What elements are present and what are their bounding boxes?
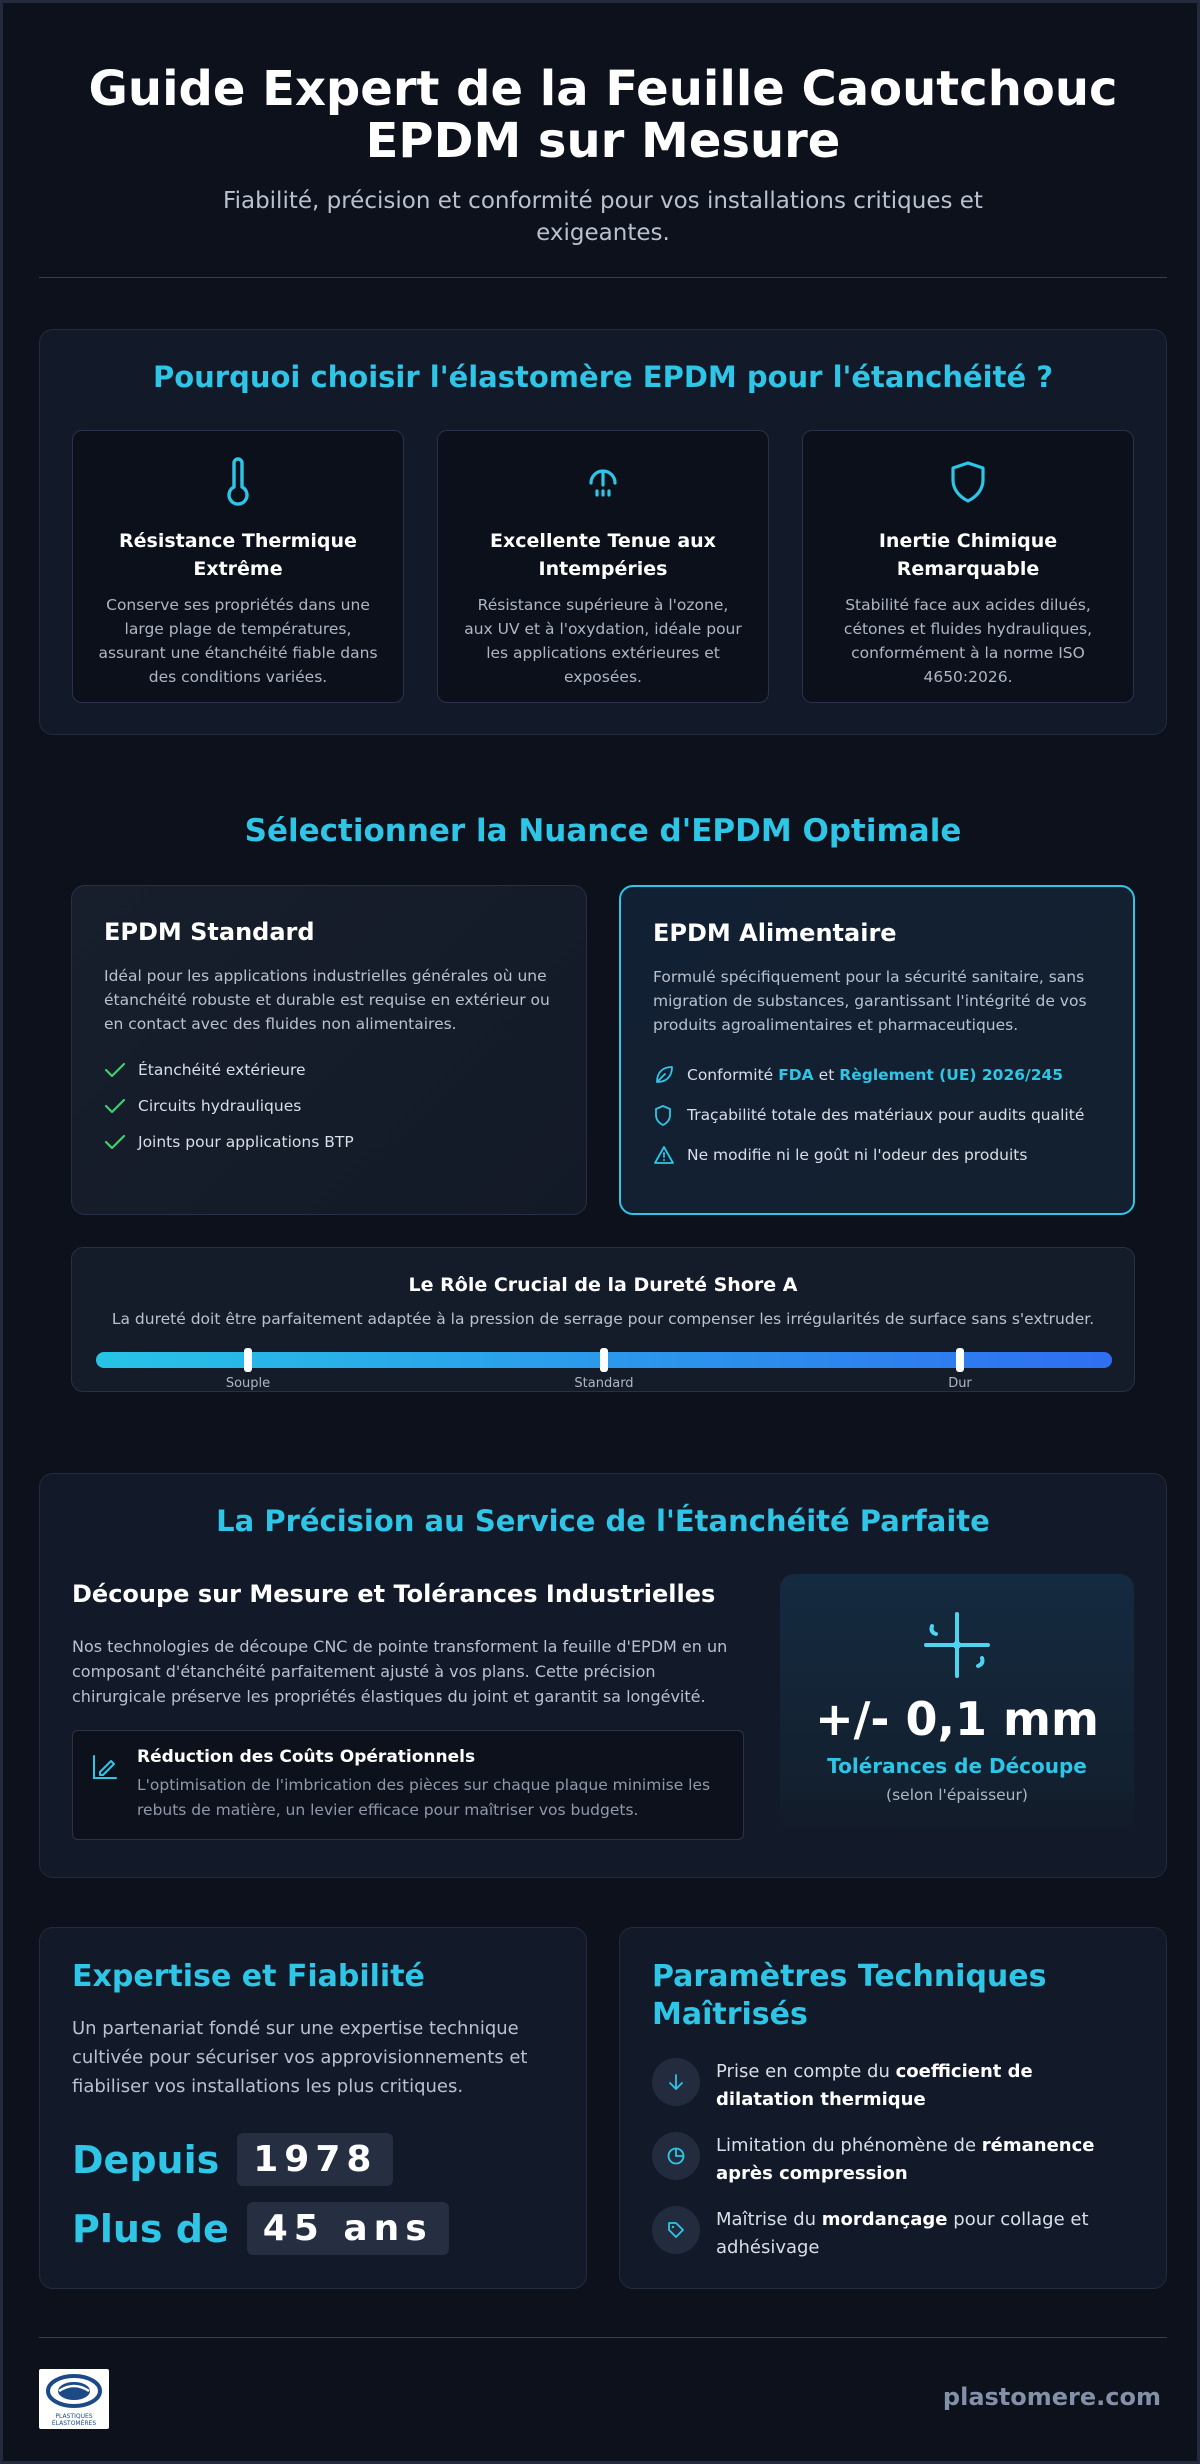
thermometer-icon <box>97 455 379 509</box>
list-item-label: Joints pour applications BTP <box>138 1133 354 1151</box>
saving-text: L'optimisation de l'imbrication des pièces sur chaque plaque minimise les rebuts de matière, un levier efficace pour maîtriser vos budgets. <box>137 1776 711 1819</box>
chart-edit-icon <box>91 1753 119 1785</box>
param-text: Maîtrise du mordançage pour collage et adhésivage <box>716 2209 1089 2258</box>
leaf-icon <box>653 1064 687 1086</box>
check-icon <box>104 1134 138 1150</box>
tolerance-panel <box>780 1574 1134 1840</box>
page-title: Guide Expert de la Feuille Caoutchouc EPDM sur Mesure <box>88 61 1118 169</box>
feature-text: Résistance supérieure à l'ozone, aux UV et à l'oxydation, idéale pour les applications extérieures et exposées. <box>464 596 742 686</box>
arrow-down-icon <box>652 2058 700 2106</box>
svg-text:ÉLASTOMÈRES: ÉLASTOMÈRES <box>51 2420 97 2427</box>
param-text: Limitation du phénomène de rémanence après compression <box>716 2135 1095 2184</box>
list-item <box>104 1124 554 1160</box>
list-item <box>104 1088 554 1124</box>
hardness-marker-hard <box>956 1348 964 1372</box>
website-link[interactable]: plastomere.com <box>942 2383 1161 2411</box>
years-value: 45 ans <box>247 2202 449 2255</box>
params-title: Paramètres Techniques Maîtrisés <box>652 1959 1047 2032</box>
feature-text: Conserve ses propriétés dans une large plage de températures, assurant une étanchéité fiable dans des conditions variées. <box>98 596 378 686</box>
hardness-marker-standard <box>600 1348 608 1372</box>
feature-title: Excellente Tenue aux Intempéries <box>490 530 716 580</box>
list-item <box>653 1095 1101 1135</box>
since-label: Depuis <box>72 2137 220 2182</box>
check-icon <box>104 1062 138 1078</box>
grade-desc: Formulé spécifiquement pour la sécurité sanitaire, sans migration de substances, garantissant l'intégrité de vos produits agroalimentaires et pharmaceutiques. <box>653 968 1087 1034</box>
param-item <box>652 2058 1134 2114</box>
pie-chart-icon <box>652 2132 700 2180</box>
company-logo[interactable] <box>39 2369 109 2429</box>
cost-saving-box <box>72 1730 744 1840</box>
divider <box>39 277 1167 278</box>
shore-hardness-panel <box>71 1247 1135 1392</box>
expertise-intro: Un partenariat fondé sur une expertise technique cultivée pour sécuriser vos approvisionnements et fiabiliser vos installations les plus critiques. <box>72 2018 528 2097</box>
shield-icon <box>653 1104 687 1126</box>
feature-card-chemical <box>802 430 1134 703</box>
hardness-tick-label: Dur <box>948 1376 972 1391</box>
params-card <box>619 1927 1167 2289</box>
hardness-marker-soft <box>244 1348 252 1372</box>
hardness-scale-bar <box>96 1352 1112 1368</box>
expertise-card <box>39 1927 587 2289</box>
list-item-label: Étanchéité extérieure <box>138 1061 306 1079</box>
param-text: Prise en compte du coefficient de dilatation thermique <box>716 2061 1033 2110</box>
since-row <box>72 2133 554 2186</box>
section-title: Pourquoi choisir l'élastomère EPDM pour l'étanchéité ? <box>152 360 1054 394</box>
list-item-label: Ne modifie ni le goût ni l'odeur des produits <box>687 1146 1028 1164</box>
rain-icon <box>462 455 744 509</box>
list-item <box>653 1055 1101 1095</box>
tag-icon <box>652 2206 700 2254</box>
grade-title: EPDM Alimentaire <box>653 919 897 947</box>
svg-text:PLASTIQUES: PLASTIQUES <box>55 2413 93 2420</box>
param-item <box>652 2206 1134 2262</box>
list-item <box>653 1135 1101 1175</box>
precision-section <box>39 1473 1167 1878</box>
grade-desc: Idéal pour les applications industrielles générales où une étanchéité robuste et durable est requise en extérieur ou en contact avec des fluides non alimentaires. <box>104 967 550 1033</box>
page-subtitle: Fiabilité, précision et conformité pour vos installations critiques et exigeantes. <box>223 188 983 246</box>
tolerance-label: Tolérances de Découpe <box>827 1754 1087 1778</box>
feature-title: Inertie Chimique Remarquable <box>878 530 1058 580</box>
cutting-tool-icon <box>920 1608 994 1686</box>
shield-icon <box>827 455 1109 509</box>
years-row <box>72 2202 554 2255</box>
expertise-title: Expertise et Fiabilité <box>72 1959 425 1994</box>
years-label: Plus de <box>72 2206 229 2251</box>
tolerance-value: +/- 0,1 mm <box>815 1692 1099 1746</box>
list-item-label: Conformité FDA et Règlement (UE) 2026/245 <box>687 1066 1064 1084</box>
since-value: 1978 <box>237 2133 393 2186</box>
list-item-label: Traçabilité totale des matériaux pour audits qualité <box>687 1106 1085 1124</box>
list-item <box>104 1052 554 1088</box>
grades-title: Sélectionner la Nuance d'EPDM Optimale <box>244 813 962 849</box>
feature-card-weather <box>437 430 769 703</box>
precision-text: Nos technologies de découpe CNC de pointe transforment la feuille d'EPDM en un composant d'étanchéité parfaitement ajusté à vos plans. Cette précision chirurgicale préserve les propriétés élastiques du joint et garantit sa longévité. <box>72 1637 728 1706</box>
tolerance-note: (selon l'épaisseur) <box>886 1786 1028 1804</box>
precision-subtitle: Découpe sur Mesure et Tolérances Industrielles <box>72 1580 716 1608</box>
grade-list <box>653 1055 1101 1175</box>
warning-icon <box>653 1145 687 1165</box>
hardness-tick-label: Standard <box>574 1376 634 1391</box>
check-icon <box>104 1098 138 1114</box>
feature-text: Stabilité face aux acides dilués, cétones et fluides hydrauliques, conformément à la norme ISO 4650:2026. <box>843 596 1093 686</box>
list-item-label: Circuits hydrauliques <box>138 1097 302 1115</box>
feature-title: Résistance Thermique Extrême <box>119 530 357 580</box>
hardness-tick-label: Souple <box>225 1376 271 1391</box>
shore-text: La dureté doit être parfaitement adaptée à la pression de serrage pour compenser les irrégularités de surface sans s'extruder. <box>111 1310 1095 1328</box>
feature-card-thermal <box>72 430 404 703</box>
header <box>39 63 1167 249</box>
grade-card-standard <box>71 885 587 1215</box>
divider <box>39 2337 1167 2338</box>
grade-card-food <box>619 885 1135 1215</box>
param-item <box>652 2132 1134 2188</box>
grade-title: EPDM Standard <box>104 918 315 946</box>
section-title: La Précision au Service de l'Étanchéité Parfaite <box>216 1504 990 1538</box>
grade-list <box>104 1052 554 1160</box>
shore-title: Le Rôle Crucial de la Dureté Shore A <box>408 1274 798 1296</box>
saving-title: Réduction des Coûts Opérationnels <box>137 1747 476 1767</box>
why-epdm-section <box>39 329 1167 735</box>
